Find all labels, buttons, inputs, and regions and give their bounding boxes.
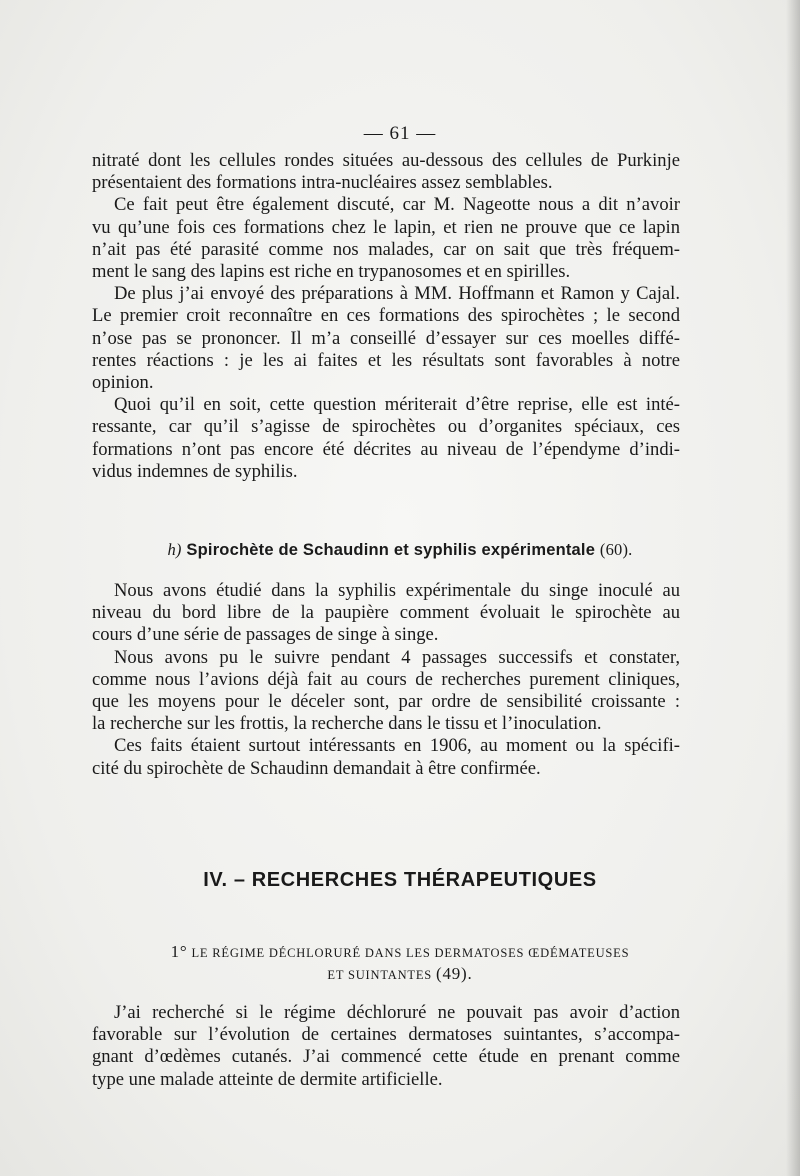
subsection-reference: (60). bbox=[599, 540, 633, 559]
text-line: opinion. bbox=[92, 372, 154, 394]
text-line: Ce fait peut être également discuté, car M. Nageotte nous a dit n’avoir bbox=[114, 194, 680, 216]
text-line: n’ose pas se prononcer. Il m’a conseillé d’essayer sur ces moelles diffé- bbox=[92, 327, 680, 349]
text-line: J’ai recherché si le régime déchloruré ne pouvait pas avoir d’action bbox=[114, 1002, 680, 1023]
paragraph-block-3 bbox=[92, 1002, 680, 1091]
page-number: — 61 — bbox=[363, 123, 437, 144]
text-line: favorable sur l’évolution de certaines dermatoses suintantes, s’accompa- bbox=[92, 1024, 680, 1046]
subsection-title: Spirochète de Schaudinn et syphilis expérimentale bbox=[186, 541, 596, 559]
subsection2-title-line1: LE RÉGIME DÉCHLORURÉ DANS LES DERMATOSES ŒDÉMATEUSES bbox=[191, 946, 630, 960]
subsection2-reference: (49). bbox=[436, 964, 473, 983]
text-line: Nous avons étudié dans la syphilis expérimentale du singe inoculé au bbox=[114, 580, 680, 601]
text-line: De plus j’ai envoyé des préparations à MM. Hoffmann et Ramon y Cajal. bbox=[114, 283, 680, 305]
text-line: Nous avons pu le suivre pendant 4 passages successifs et constater, bbox=[114, 646, 680, 668]
subsection2-heading-line2 bbox=[0, 964, 800, 984]
text-line: que les moyens pour le déceler sont, par ordre de sensibilité croissante : bbox=[92, 691, 680, 713]
subsection2-heading-line1 bbox=[0, 942, 800, 962]
text-line: n’ait pas été parasité comme nos malades, car on sait que très fréquem- bbox=[92, 238, 680, 260]
subsection-heading bbox=[0, 540, 800, 560]
paragraph-block-2 bbox=[92, 580, 680, 780]
text-line: formations n’ont pas encore été décrites au niveau de l’épendyme d’indi- bbox=[92, 438, 680, 460]
text-line: la recherche sur les frottis, la recherche dans le tissu et l’inoculation. bbox=[92, 713, 602, 735]
paragraph-block-1 bbox=[92, 150, 680, 483]
section-heading: IV. – RECHERCHES THÉRAPEUTIQUES bbox=[203, 869, 597, 891]
text-line: gnant d’œdèmes cutanés. J’ai commencé cette étude en prenant comme bbox=[92, 1046, 680, 1068]
subsection-letter: h) bbox=[167, 540, 182, 559]
text-line: ressante, car qu’il s’agisse de spirochètes ou d’organites spéciaux, ces bbox=[92, 416, 680, 438]
text-line: type une malade atteinte de dermite artificielle. bbox=[92, 1068, 443, 1090]
page-edge-shadow bbox=[786, 0, 800, 1176]
text-line: comme nous l’avions déjà fait au cours de recherches purement cliniques, bbox=[92, 668, 680, 690]
text-line: vidus indemnes de syphilis. bbox=[92, 460, 298, 482]
text-line: rentes réactions : je les ai faites et les résultats sont favorables à notre bbox=[92, 349, 680, 371]
text-line: Ces faits étaient surtout intéressants en 1906, au moment ou la spécifi- bbox=[114, 735, 680, 757]
text-line: niveau du bord libre de la paupière comment évoluait le spirochète au bbox=[92, 602, 680, 624]
text-line: vu qu’une fois ces formations chez le lapin, et rien ne prouve que ce lapin bbox=[92, 216, 680, 238]
subsection2-title-line2: ET SUINTANTES bbox=[327, 968, 433, 982]
text-line: nitraté dont les cellules rondes situées au-dessous des cellules de Purkinje bbox=[92, 150, 680, 171]
subsection2-number: 1° bbox=[170, 942, 188, 961]
text-line: présentaient des formations intra-nucléaires assez semblables. bbox=[92, 172, 553, 194]
text-line: cité du spirochète de Schaudinn demandait à être confirmée. bbox=[92, 757, 541, 779]
text-line: cours d’une série de passages de singe à singe. bbox=[92, 624, 439, 646]
text-line: Quoi qu’il en soit, cette question mériterait d’être reprise, elle est inté- bbox=[114, 394, 680, 416]
text-line: Le premier croit reconnaître en ces formations des spirochètes ; le second bbox=[92, 305, 680, 327]
text-line: ment le sang des lapins est riche en trypanosomes et en spirilles. bbox=[92, 261, 571, 283]
